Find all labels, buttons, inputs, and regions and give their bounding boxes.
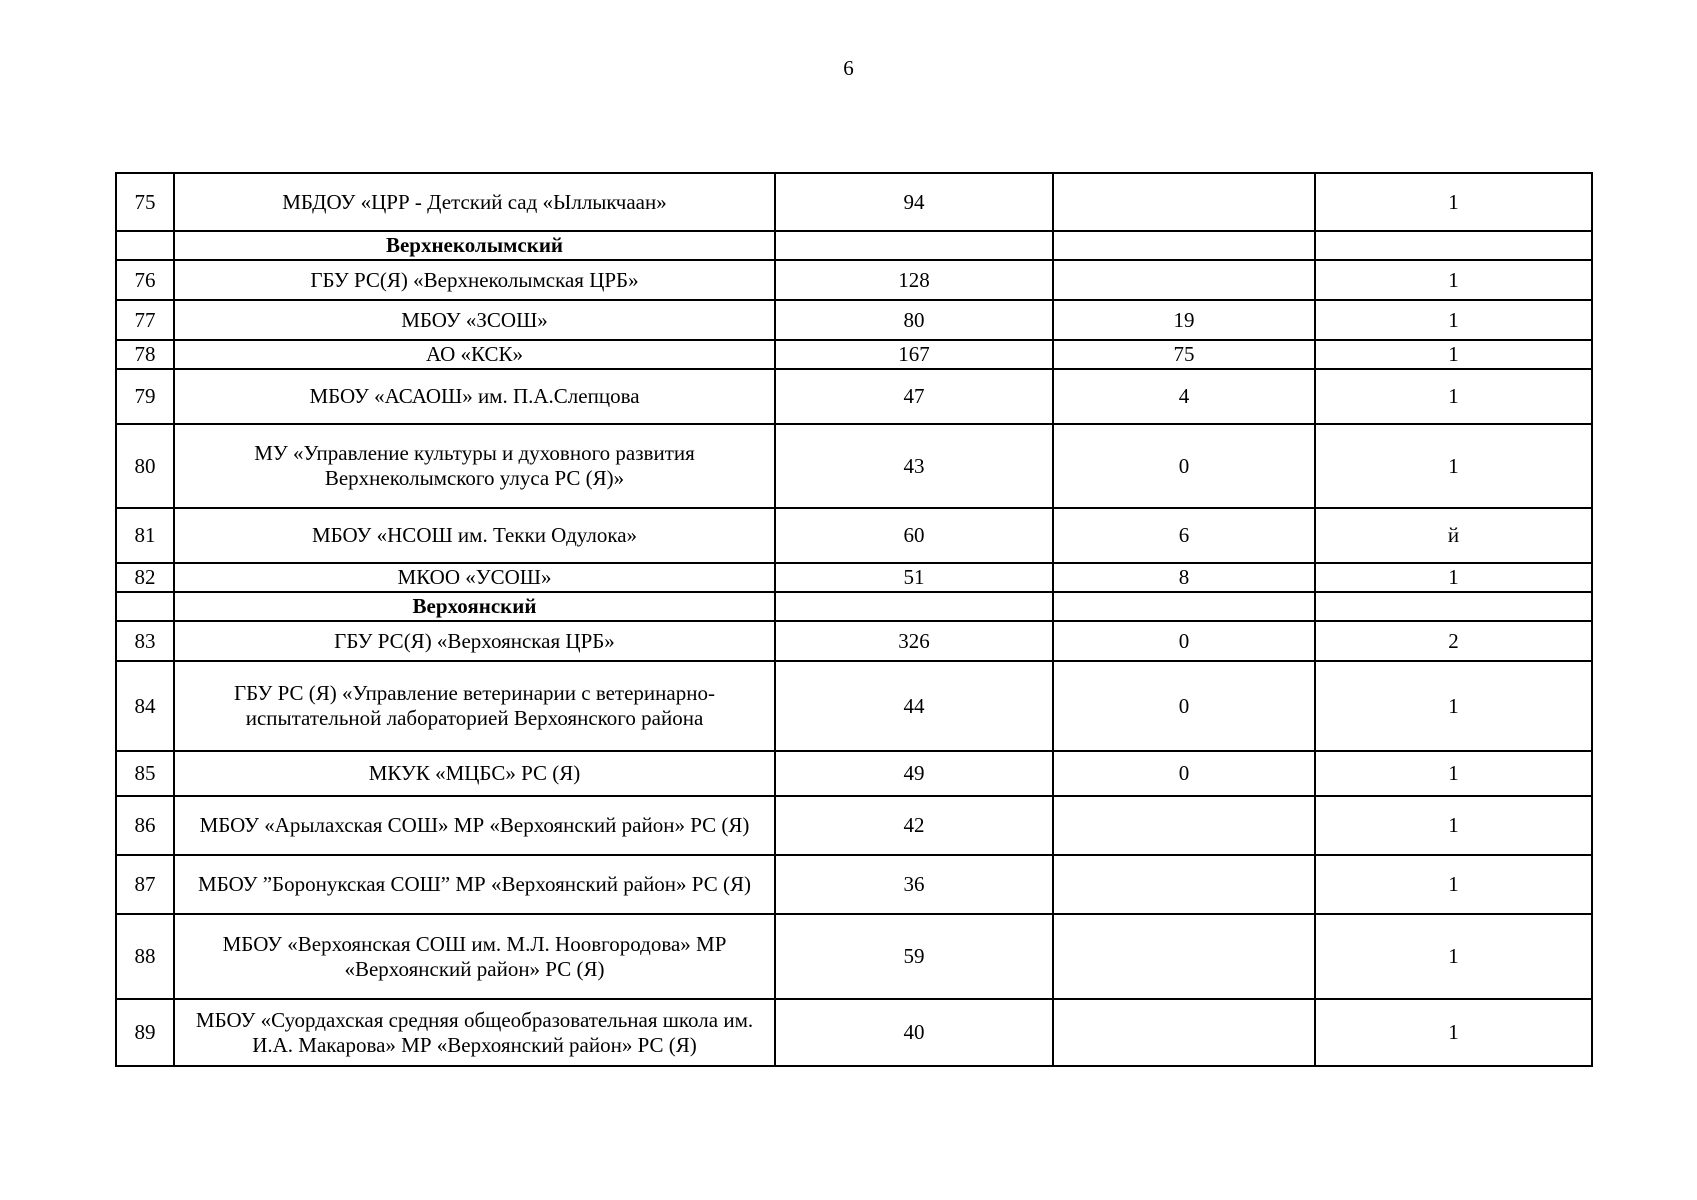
organization-name: ГБУ РС(Я) «Верхоянская ЦРБ» (174, 621, 775, 661)
table-row (116, 260, 1592, 300)
row-number-cell: 82 (116, 563, 174, 592)
value-cell-1: 40 (775, 999, 1053, 1066)
value-cell-1: 43 (775, 424, 1053, 508)
value-cell-1: 44 (775, 661, 1053, 751)
organization-name: МБОУ «НСОШ им. Текки Одулока» (174, 508, 775, 563)
value-cell-3: 1 (1315, 369, 1592, 424)
value-cell-2: 0 (1053, 621, 1315, 661)
value-cell-2: 4 (1053, 369, 1315, 424)
value-cell-1: 59 (775, 914, 1053, 999)
value-cell-2: 75 (1053, 340, 1315, 369)
value-cell-2 (1053, 855, 1315, 914)
row-number-cell: 75 (116, 173, 174, 231)
value-cell-3: 1 (1315, 173, 1592, 231)
value-cell-2 (1053, 592, 1315, 621)
value-cell-3: 1 (1315, 796, 1592, 855)
row-number-cell: 89 (116, 999, 174, 1066)
value-cell-3 (1315, 231, 1592, 260)
table-row (116, 508, 1592, 563)
region-name: Верхнеколымский (174, 231, 775, 260)
organization-name: МБДОУ «ЦРР - Детский сад «Ыллыкчаан» (174, 173, 775, 231)
value-cell-1: 80 (775, 300, 1053, 340)
value-cell-1 (775, 592, 1053, 621)
row-number-cell: 86 (116, 796, 174, 855)
table-row (116, 796, 1592, 855)
row-number-cell: 78 (116, 340, 174, 369)
value-cell-1: 60 (775, 508, 1053, 563)
table-row (116, 621, 1592, 661)
value-cell-2: 0 (1053, 751, 1315, 796)
value-cell-1: 128 (775, 260, 1053, 300)
organization-name: МБОУ «Арылахская СОШ» МР «Верхоянский район» РС (Я) (174, 796, 775, 855)
value-cell-1: 49 (775, 751, 1053, 796)
organization-name: МКОО «УСОШ» (174, 563, 775, 592)
value-cell-1: 51 (775, 563, 1053, 592)
organization-name: МБОУ ”Боронукская СОШ” МР «Верхоянский район» РС (Я) (174, 855, 775, 914)
row-number-cell: 87 (116, 855, 174, 914)
value-cell-2: 0 (1053, 661, 1315, 751)
value-cell-3: 1 (1315, 260, 1592, 300)
table-row (116, 424, 1592, 508)
value-cell-2 (1053, 231, 1315, 260)
value-cell-2 (1053, 999, 1315, 1066)
value-cell-3: 1 (1315, 340, 1592, 369)
organization-name: ГБУ РС(Я) «Верхнеколымская ЦРБ» (174, 260, 775, 300)
page-number: 6 (843, 56, 854, 80)
value-cell-3: 1 (1315, 661, 1592, 751)
value-cell-3: 1 (1315, 855, 1592, 914)
value-cell-2: 8 (1053, 563, 1315, 592)
value-cell-3: 1 (1315, 563, 1592, 592)
table-row (116, 369, 1592, 424)
value-cell-2: 0 (1053, 424, 1315, 508)
organization-name: МУ «Управление культуры и духовного развития Верхнеколымского улуса РС (Я)» (174, 424, 775, 508)
table-row (116, 751, 1592, 796)
row-number-cell: 85 (116, 751, 174, 796)
table-row (116, 340, 1592, 369)
value-cell-1: 167 (775, 340, 1053, 369)
value-cell-2: 6 (1053, 508, 1315, 563)
region-name: Верхоянский (174, 592, 775, 621)
value-cell-1: 326 (775, 621, 1053, 661)
organization-name: МБОУ «Суордахская средняя общеобразовательная школа им. И.А. Макарова» МР «Верхоянский район» РС (Я) (174, 999, 775, 1066)
value-cell-2: 19 (1053, 300, 1315, 340)
region-header-row (116, 592, 1592, 621)
row-number-cell (116, 231, 174, 260)
value-cell-1: 94 (775, 173, 1053, 231)
table-row (116, 999, 1592, 1066)
value-cell-3 (1315, 592, 1592, 621)
organization-name: ГБУ РС (Я) «Управление ветеринарии с ветеринарно-испытательной лабораторией Верхоянского района (174, 661, 775, 751)
value-cell-1: 47 (775, 369, 1053, 424)
organization-name: МБОУ «ЗСОШ» (174, 300, 775, 340)
row-number-cell (116, 592, 174, 621)
value-cell-3: 1 (1315, 424, 1592, 508)
value-cell-1: 42 (775, 796, 1053, 855)
organizations-table (115, 172, 1593, 1067)
value-cell-1 (775, 231, 1053, 260)
table-row (116, 855, 1592, 914)
row-number-cell: 83 (116, 621, 174, 661)
organization-name: МКУК «МЦБС» РС (Я) (174, 751, 775, 796)
value-cell-3: 1 (1315, 999, 1592, 1066)
value-cell-3: 1 (1315, 914, 1592, 999)
row-number-cell: 76 (116, 260, 174, 300)
organization-name: АО «КСК» (174, 340, 775, 369)
row-number-cell: 81 (116, 508, 174, 563)
table-row (116, 300, 1592, 340)
row-number-cell: 84 (116, 661, 174, 751)
row-number-cell: 79 (116, 369, 174, 424)
region-header-row (116, 231, 1592, 260)
value-cell-2 (1053, 260, 1315, 300)
organization-name: МБОУ «Верхоянская СОШ им. М.Л. Ноовгородова» МР «Верхоянский район» РС (Я) (174, 914, 775, 999)
value-cell-2 (1053, 173, 1315, 231)
value-cell-3: й (1315, 508, 1592, 563)
value-cell-2 (1053, 914, 1315, 999)
value-cell-3: 1 (1315, 300, 1592, 340)
row-number-cell: 80 (116, 424, 174, 508)
row-number-cell: 77 (116, 300, 174, 340)
table-row (116, 661, 1592, 751)
value-cell-3: 1 (1315, 751, 1592, 796)
table-row (116, 173, 1592, 231)
value-cell-3: 2 (1315, 621, 1592, 661)
value-cell-1: 36 (775, 855, 1053, 914)
table-row (116, 563, 1592, 592)
organization-name: МБОУ «АСАОШ» им. П.А.Слепцова (174, 369, 775, 424)
value-cell-2 (1053, 796, 1315, 855)
row-number-cell: 88 (116, 914, 174, 999)
table-row (116, 914, 1592, 999)
